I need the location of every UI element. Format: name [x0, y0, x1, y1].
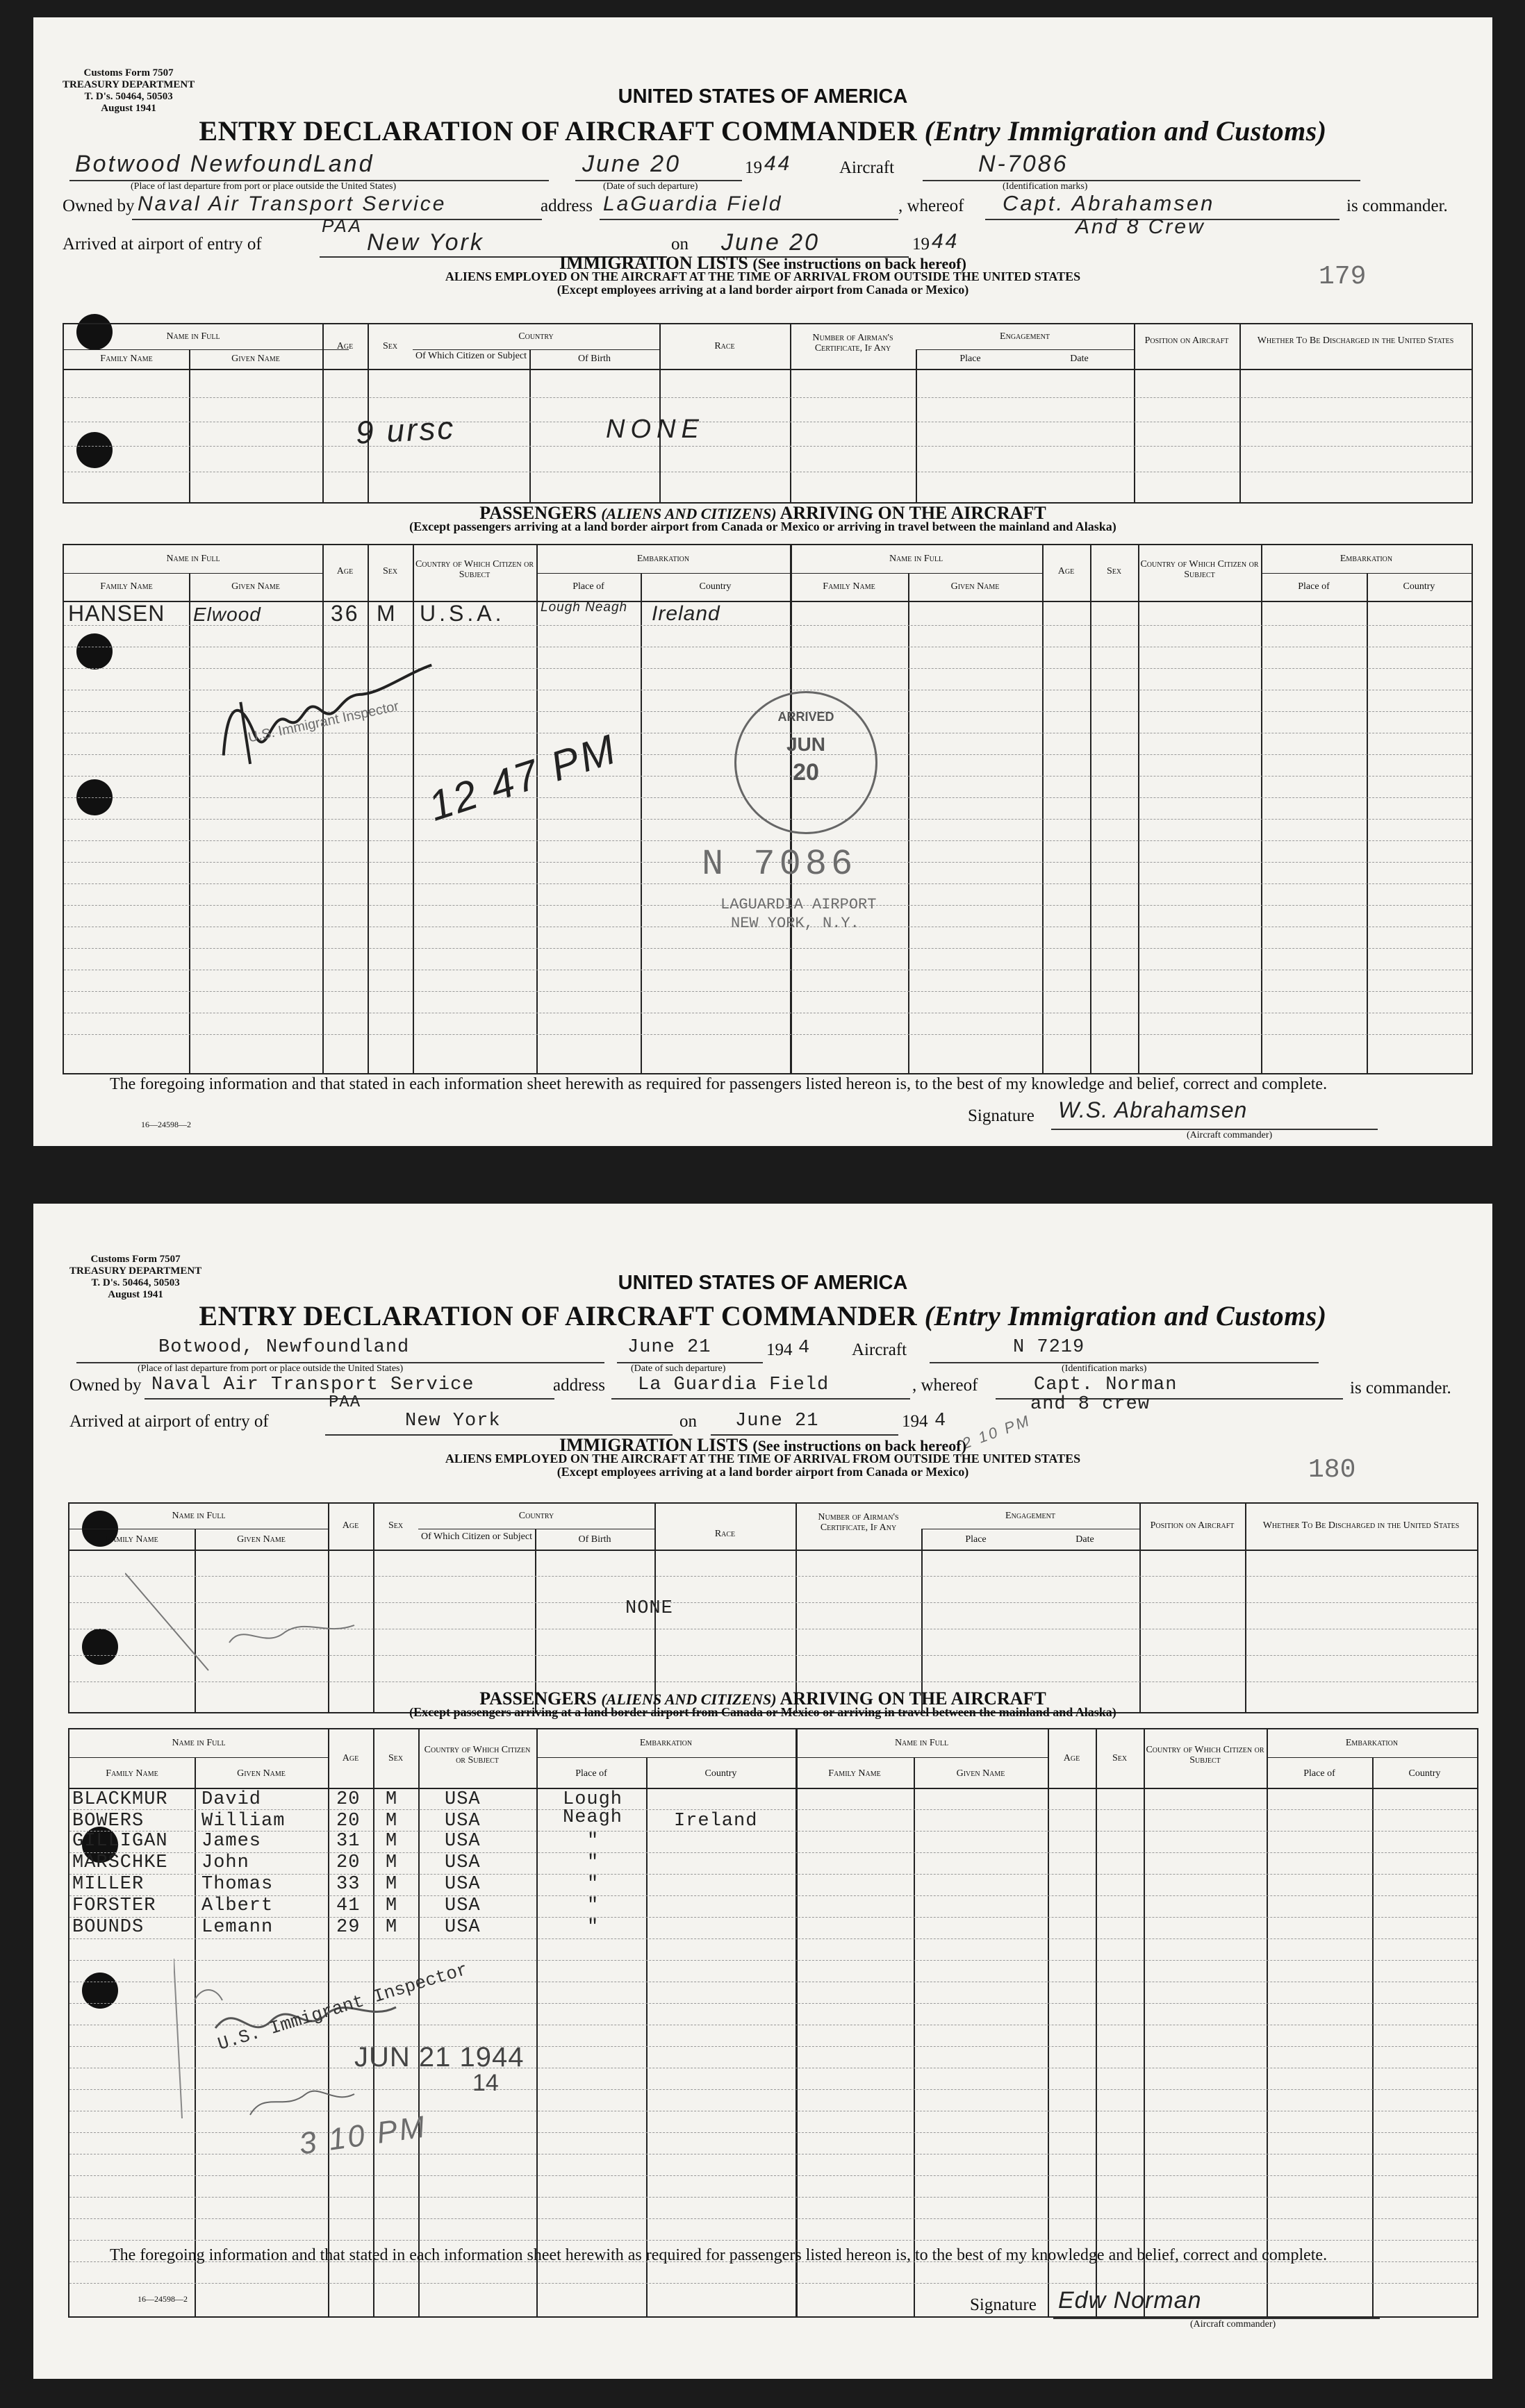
departure-date: June 20	[582, 151, 681, 177]
time-mark: 2 10 PM	[959, 1411, 1033, 1452]
arrival-date: June 21	[735, 1411, 819, 1431]
location-stamp: LAGUARDIA AIRPORT	[720, 896, 877, 913]
arrival-date: June 20	[721, 229, 820, 256]
departure-place: Botwood, Newfoundland	[158, 1337, 410, 1358]
alien-entry: NONE	[625, 1598, 673, 1619]
inspector-signature: U.S. Immigrant Inspector	[197, 645, 459, 779]
arrival-airport: New York	[367, 229, 484, 256]
departure-year: 4	[798, 1338, 811, 1359]
passengers-table: Name in Full Family Name Given Name Age Sex Country of Which Citizen or Subject Embarkation Place of Country Name in Full Family Name Given Name Age Sex Country of Which Citizen or Subject Embarkation Place of Country HANSEN Elwood 36 M U.S.A. Lough Neagh Ireland U.S. Immigrant Inspector 12 47 PM ARRIVED JUN 20 N 7086 LAGUARDIA AIRPORT NEW YORK, N.Y.	[63, 544, 1473, 1074]
departure-date: June 21	[627, 1337, 711, 1358]
immigration-heading: IMMIGRATION LISTS (See instructions on back hereof) ALIENS EMPLOYED ON THE AIRCRAFT AT THE TIME OF ARRIVAL FROM OUTSIDE THE UNITED STATES (Except employees arriving at a land border airport from Canada or Mexico)	[445, 253, 1081, 297]
departure-year: 44	[764, 152, 792, 175]
aliens-table: Name in Full Family Name Given Name Age Sex Country Of Which Citizen or Subject Of Birth Race Number of Airman's Certificate, If Any Engagement Place Date Position on Aircraft Whether To Be Discharged in the United States NONE	[68, 1502, 1478, 1713]
owner-note: PAA	[329, 1393, 361, 1412]
ident-stamp: N 7086	[702, 844, 857, 885]
aliens-table: Name in Full Family Name Given Name Age Sex Country Of Which Citizen or Subject Of Birth Race Number of Airman's Certificate, If Any Engagement Place Date Position on Aircraft Whether To Be Discharged in the United States 9 ursc NONE	[63, 323, 1473, 504]
date-stamp: JUN 21 1944	[354, 2042, 525, 2073]
passengers-table: Name in Full Family Name Given Name Age Sex Country of Which Citizen or Subject Embarkation Place of Country Name in Full Family Name Given Name Age Sex Country of Which Citizen or Subject Embarkation Place of Country BLACKMUR David 20 M USA Lough BOWERS William 20 M USA Neagh Ireland GILLIGAN James 31 M USA " MARSCHKE John 20 M USA " MILLER Thomas 33 M USA " FORSTER Albert 41 M USA " BOUNDS Lemann 29 M USA " U.S. Immigrant Inspector JUN 21 1944 14 3 10 PM	[68, 1728, 1478, 2318]
alien-entry: NONE	[606, 415, 704, 444]
inspector-stamp: U.S. Immigrant Inspector JUN 21 1944 14	[174, 1959, 535, 2118]
passengers-heading: PASSENGERS (ALIENS AND CITIZENS) ARRIVING ON THE AIRCRAFT (Except passengers arriving at a land border airport from Canada or Mexico or arriving in travel between the mainland and Alaska)	[409, 1688, 1116, 1719]
arrival-airport: New York	[405, 1411, 501, 1431]
crew-note: and 8 crew	[1030, 1394, 1151, 1415]
commander-name: Capt. Norman	[1034, 1375, 1178, 1395]
form-title: ENTRY DECLARATION OF AIRCRAFT COMMANDER (Entry Immigration and Customs)	[199, 1300, 1327, 1331]
departure-place: Botwood NewfoundLand	[75, 151, 374, 177]
owner-note: PAA	[322, 215, 363, 236]
form-identifier: Customs Form 7507 TREASURY DEPARTMENT T. D's. 50464, 50503 August 1941	[69, 1254, 202, 1300]
arrival-year: 4	[934, 1411, 947, 1431]
country-heading: UNITED STATES OF AMERICA	[618, 1272, 908, 1294]
commander-signature: Edw Norman	[1058, 2287, 1202, 2314]
arrival-stamp: ARRIVED JUN 20	[734, 691, 877, 834]
page-number: 180	[1308, 1455, 1356, 1485]
alien-scrawl: 9 ursc	[354, 409, 456, 451]
aircraft-ident: N-7086	[978, 151, 1069, 177]
form-identifier: Customs Form 7507 TREASURY DEPARTMENT T. D's. 50464, 50503 August 1941	[63, 67, 195, 114]
country-heading: UNITED STATES OF AMERICA	[618, 85, 908, 108]
commander-signature: W.S. Abrahamsen	[1058, 1097, 1248, 1122]
form-title: ENTRY DECLARATION OF AIRCRAFT COMMANDER (Entry Immigration and Customs)	[199, 115, 1327, 147]
owner-address: LaGuardia Field	[603, 192, 783, 215]
immigration-heading: IMMIGRATION LISTS (See instructions on back hereof) ALIENS EMPLOYED ON THE AIRCRAFT AT THE TIME OF ARRIVAL FROM OUTSIDE THE UNITED STATES (Except employees arriving at a land border airport from Canada or Mexico)	[445, 1435, 1081, 1479]
alien-scribble	[125, 1566, 417, 1677]
declaration-sheet-1: Customs Form 7507 TREASURY DEPARTMENT T. D's. 50464, 50503 August 1941 UNITED STATES OF AMERICA ENTRY DECLARATION OF AIRCRAFT COMMANDER (Entry Immigration and Customs) Botwood NewfoundLand June 20 19 44 Aircraft N-7086 (Place of last departure from port or place outside the United States) (Date of such departure) (Identification marks) Owned by Naval Air Transport Service address LaGuardia Field , whereof Capt. Abrahamsen is commander. PAA And 8 Crew Arrived at airport of entry of New York on June 20 19 44 179 IMMIGRATION LISTS (See instructions on back hereof) ALIENS EMPLOYED ON THE AIRCRAFT AT THE TIME OF ARRIVAL FROM OUTSIDE THE UNITED STATES (Except employees arriving at a land border airport from Canada or Mexico) Name in Full Family Name Given Name Age Sex Country Of Which Citizen or Subject Of Birth Race Number of Airman's Certificate, If Any Engagement Place Date Position on Aircraft Whether To Be Discharged in the United States 9 ursc NONE PASSENGERS (ALIENS AND CITIZENS) ARRIVING ON THE AIRCRAFT (Except passengers arriving at a land border airport from Canada or Mexico or arriving in travel between the mainland and Alaska) Name in Full Family Name Given Name Age Sex Country of Which Citizen or Subject Embarkation Place of Country Name in Full Family Name Given Name Age Sex Country of Which Citizen or Subject Embarkation Place of Country HANSEN Elwood 36 M U.S.A. Lough Neagh Ireland U.S. Immigrant Inspector 12 47 PM ARRIVED JUN 20 N 7086 LAGUARDIA AIRPORT NEW YORK, N.Y. The foregoing information and that stated in each information sheet herewith as required for passengers listed hereon is, to the best of my knowledge and belief, correct and complete. 16—24598—2 Signature W.S. Abrahamsen (Aircraft commander)	[33, 17, 1492, 1146]
owner-name: Naval Air Transport Service	[151, 1375, 475, 1395]
aircraft-ident: N 7219	[1013, 1337, 1085, 1358]
commander-name: Capt. Abrahamsen	[1003, 191, 1215, 215]
city-stamp: NEW YORK, N.Y.	[731, 915, 859, 932]
arrival-year: 44	[932, 230, 959, 253]
passengers-heading: PASSENGERS (ALIENS AND CITIZENS) ARRIVING ON THE AIRCRAFT (Except passengers arriving at a land border airport from Canada or Mexico or arriving in travel between the mainland and Alaska)	[409, 503, 1116, 533]
owner-address: La Guardia Field	[638, 1375, 830, 1395]
page-number: 179	[1319, 262, 1367, 292]
time-note: 3 10 PM	[297, 2109, 429, 2161]
declaration-sheet-2: Customs Form 7507 TREASURY DEPARTMENT T. D's. 50464, 50503 August 1941 UNITED STATES OF AMERICA ENTRY DECLARATION OF AIRCRAFT COMMANDER (Entry Immigration and Customs) Botwood, Newfoundland June 21 194 4 Aircraft N 7219 (Place of last departure from port or place outside the United States) (Date of such departure) (Identification marks) Owned by Naval Air Transport Service address La Guardia Field , whereof Capt. Norman is commander. PAA and 8 crew Arrived at airport of entry of New York on June 21 194 4 2 10 PM 180 IMMIGRATION LISTS (See instructions on back hereof) ALIENS EMPLOYED ON THE AIRCRAFT AT THE TIME OF ARRIVAL FROM OUTSIDE THE UNITED STATES (Except employees arriving at a land border airport from Canada or Mexico) Name in Full Family Name Given Name Age Sex Country Of Which Citizen or Subject Of Birth Race Number of Airman's Certificate, If Any Engagement Place Date Position on Aircraft Whether To Be Discharged in the United States NONE PASSENGERS (ALIENS AND CITIZENS) ARRIVING ON THE AIRCRAFT (Except passengers arriving at a land border airport from Canada or Mexico or arriving in travel between the mainland and Alaska) Name in Full Family Name Given Name Age Sex Country of Which Citizen or Subject Embarkation Place of Country Name in Full Family Name Given Name Age Sex Country of Which Citizen or Subject Embarkation Place of Country BLACKMUR David 20 M USA Lough BOWERS William 20 M USA Neagh Ireland GILLIGAN James 31 M USA " MARSCHKE John 20 M USA " MILLER Thomas 33 M USA " FORSTER Albert 41 M USA " BOUNDS Lemann 29 M USA " U.S. Immigrant Inspector JUN 21 1944 14 3 10 PM The foregoing information and that stated in each information sheet herewith as required for passengers listed hereon is, to the best of my knowledge and belief, correct and complete. 16—24598—2 Signature Edw Norman (Aircraft commander)	[33, 1204, 1492, 2379]
crew-note: And 8 Crew	[1075, 215, 1205, 238]
certification-text: The foregoing information and that stated in each information sheet herewith as required for passengers listed hereon is, to the best of my knowledge and belief, correct and complete.	[110, 2246, 1328, 2264]
owner-name: Naval Air Transport Service	[138, 192, 447, 215]
certification-text: The foregoing information and that stated in each information sheet herewith as required for passengers listed hereon is, to the best of my knowledge and belief, correct and complete.	[110, 1075, 1328, 1093]
time-note: 12 47 PM	[422, 725, 623, 830]
